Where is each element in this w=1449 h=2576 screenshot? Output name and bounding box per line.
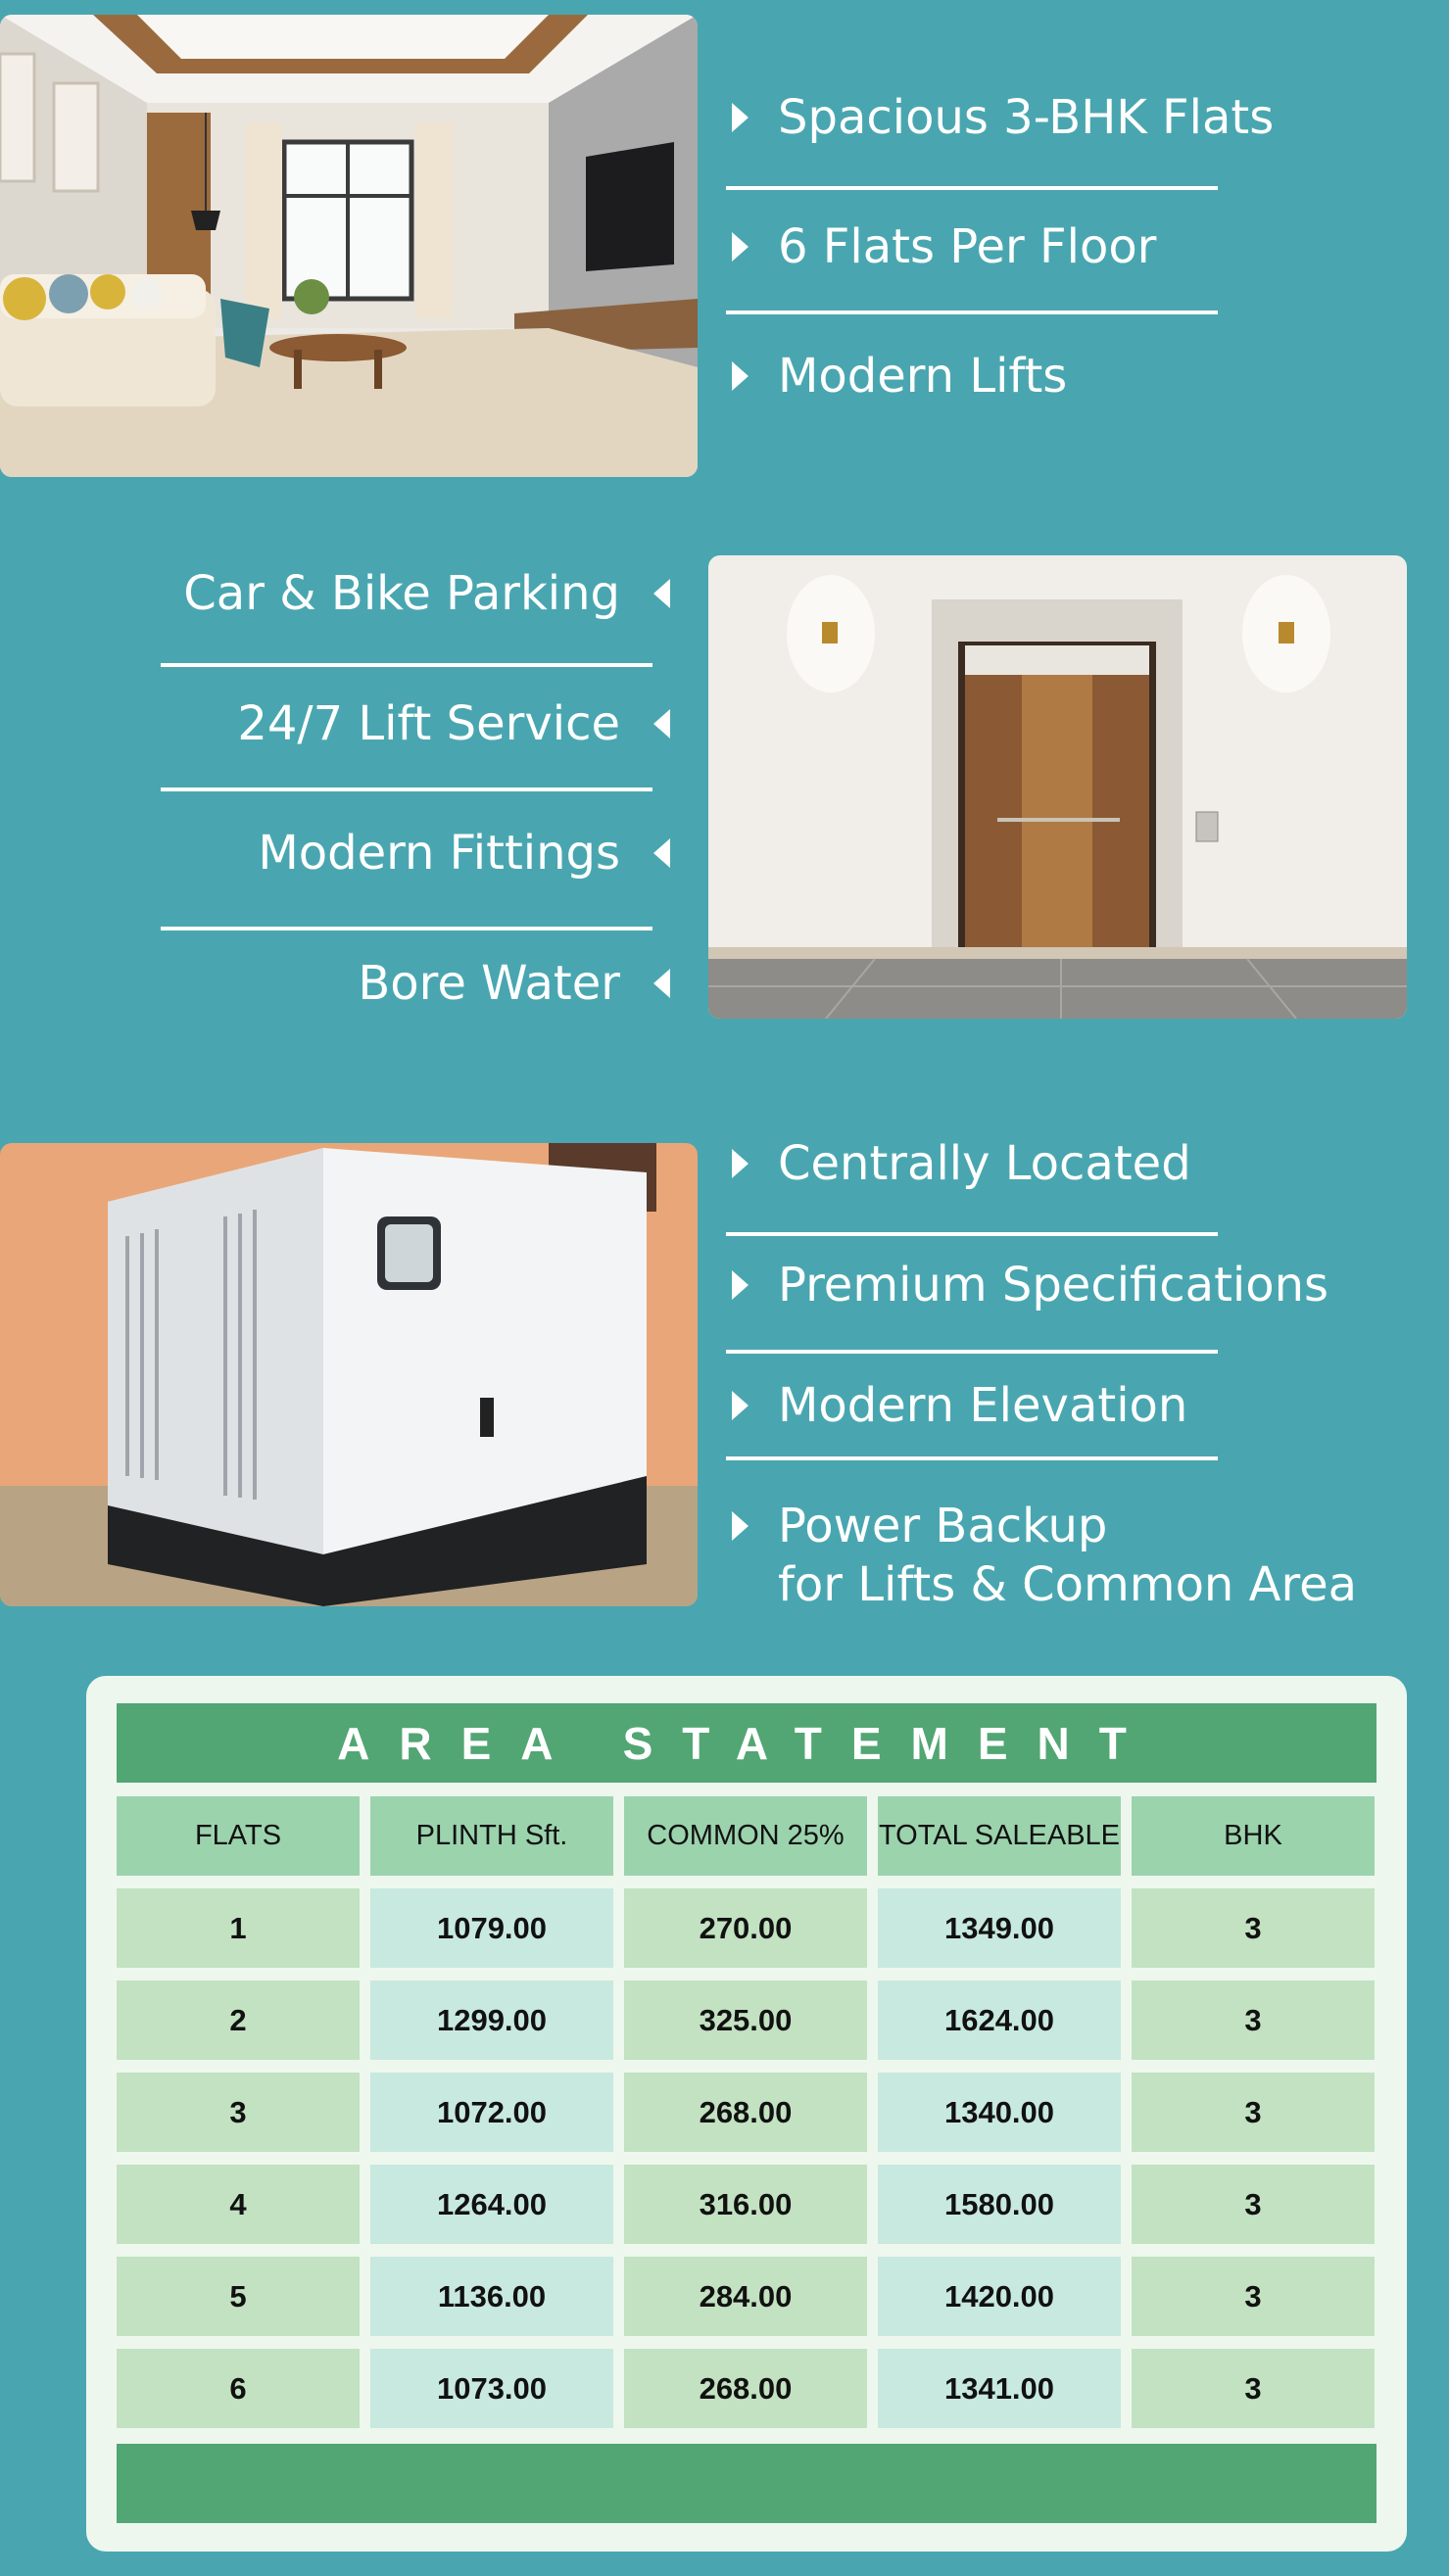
generator-illustration [0,1143,698,1606]
triangle-right-icon [732,232,749,262]
table-cell: 268.00 [624,2073,867,2152]
feature-power-backup-line2: for Lifts & Common Area [778,1557,1358,1612]
feature-bore-water: Bore Water [358,954,670,1013]
table-cell: 6 [117,2349,360,2428]
feature-centrally-located: Centrally Located [732,1134,1191,1193]
triangle-right-icon [732,361,749,391]
triangle-right-icon [732,1391,749,1420]
table-cell: 1624.00 [878,1980,1121,2060]
triangle-right-icon [732,1511,749,1541]
divider [161,927,652,930]
feature-modern-fittings: Modern Fittings [258,824,670,883]
table-cell: 1 [117,1888,360,1968]
lift-illustration [708,555,1407,1019]
table-cell: 2 [117,1980,360,2060]
column-header: PLINTH Sft. [370,1796,613,1876]
triangle-left-icon [653,838,670,868]
table-cell: 1340.00 [878,2073,1121,2152]
divider [726,186,1218,190]
table-cell: 5 [117,2257,360,2336]
table-cell: 3 [1132,2349,1375,2428]
table-cell: 4 [117,2165,360,2244]
triangle-right-icon [732,103,749,132]
column-header: TOTAL SALEABLE [878,1796,1121,1876]
table-cell: 1420.00 [878,2257,1121,2336]
triangle-right-icon [732,1270,749,1300]
table-cell: 3 [1132,2073,1375,2152]
table-cell: 3 [1132,2257,1375,2336]
lift-photo [708,555,1407,1019]
table-cell: 1299.00 [370,1980,613,2060]
table-cell: 270.00 [624,1888,867,1968]
table-cell: 3 [1132,1888,1375,1968]
living-room-illustration [0,15,698,477]
table-cell: 1341.00 [878,2349,1121,2428]
divider [726,1456,1218,1460]
feature-spacious-flats: Spacious 3-BHK Flats [732,88,1274,147]
generator-photo [0,1143,698,1606]
table-cell: 316.00 [624,2165,867,2244]
table-cell: 1079.00 [370,1888,613,1968]
table-cell: 3 [1132,2165,1375,2244]
living-room-photo [0,15,698,477]
divider [161,787,652,791]
area-statement-footer-bar [117,2444,1377,2523]
table-cell: 268.00 [624,2349,867,2428]
divider [161,663,652,667]
column-header: BHK [1132,1796,1375,1876]
feature-modern-elevation: Modern Elevation [732,1376,1187,1435]
feature-premium-specifications: Premium Specifications [732,1256,1328,1314]
column-header: FLATS [117,1796,360,1876]
feature-flats-per-floor: 6 Flats Per Floor [732,217,1156,276]
feature-lift-service: 24/7 Lift Service [237,694,670,753]
table-cell: 1580.00 [878,2165,1121,2244]
table-cell: 1072.00 [370,2073,613,2152]
area-statement-title: AREA STATEMENT [117,1703,1377,1783]
feature-power-backup: Power Backup for Lifts & Common Area [732,1497,1357,1614]
divider [726,1350,1218,1354]
triangle-right-icon [732,1149,749,1178]
table-cell: 3 [117,2073,360,2152]
feature-parking: Car & Bike Parking [183,564,670,623]
table-cell: 1264.00 [370,2165,613,2244]
divider [726,1232,1218,1236]
triangle-left-icon [653,969,670,998]
triangle-left-icon [653,579,670,608]
column-header: COMMON 25% [624,1796,867,1876]
table-cell: 3 [1132,1980,1375,2060]
table-cell: 284.00 [624,2257,867,2336]
table-cell: 1073.00 [370,2349,613,2428]
table-cell: 1136.00 [370,2257,613,2336]
triangle-left-icon [653,709,670,739]
table-cell: 1349.00 [878,1888,1121,1968]
feature-modern-lifts: Modern Lifts [732,347,1067,405]
divider [726,310,1218,314]
table-cell: 325.00 [624,1980,867,2060]
